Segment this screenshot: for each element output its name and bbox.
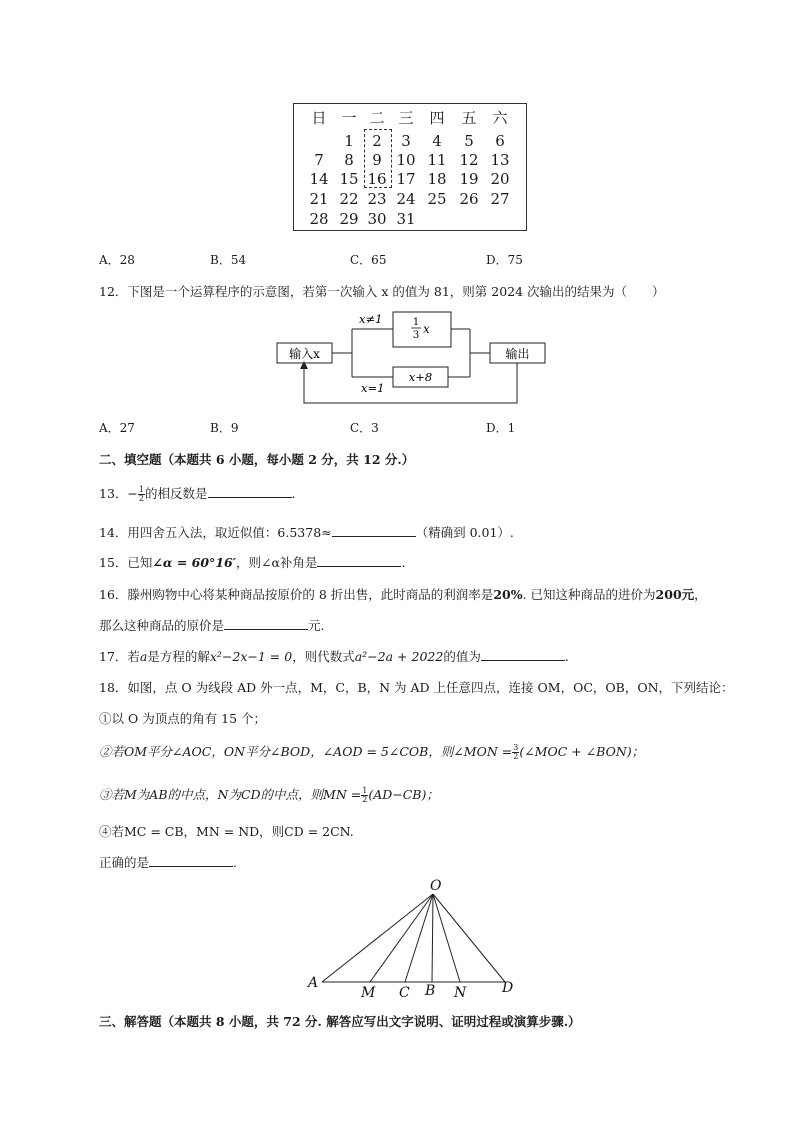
label-A: A — [308, 975, 319, 991]
flow-output-label: 输出 — [505, 347, 530, 361]
calendar-weekday: 二 — [369, 109, 385, 127]
q11-option-d: D．75 — [486, 253, 523, 267]
q17-expression: a²−2a + 2022 — [354, 649, 444, 664]
flow-op-top-var: x — [423, 322, 430, 336]
flow-cond-bottom: x=1 — [361, 381, 385, 395]
q15: 15．已知∠α = 60°16′，则∠α补角是 . — [99, 555, 406, 570]
q12-option-a: A．27 — [99, 421, 135, 435]
label-O: O — [430, 878, 442, 894]
q18-statement-1: ①以 O 为顶点的角有 15 个； — [99, 711, 267, 726]
q13-minus: − — [127, 486, 138, 501]
flow-op-top-num: 1 — [412, 317, 420, 328]
calendar-day: 1 — [344, 132, 354, 150]
q18-answer-blank[interactable] — [149, 854, 233, 867]
calendar-day: 22 — [339, 190, 359, 208]
calendar-day: 20 — [490, 170, 510, 188]
q18-statement-2: ②若OM平分∠AOC，ON平分∠BOD，∠AOD = 5∠COB，则∠MON = $\frac{3}{2}$ (∠MOC + ∠BON)； — [99, 743, 645, 761]
flow-top-op-box — [393, 312, 451, 347]
calendar-day: 10 — [396, 151, 416, 169]
q18-statement-3: ③若M为AB的中点，N为CD的中点，则MN = $\frac{1}{2}$ (AD−CB)； — [99, 786, 439, 804]
calendar-day: 26 — [459, 190, 479, 208]
calendar-day: 12 — [459, 151, 479, 169]
q16-price: 200元 — [655, 587, 695, 602]
calendar-day: 2 — [372, 132, 382, 150]
q13-num: 13． — [99, 486, 128, 501]
q18-stem: 18．如图，点 O 为线段 AD 外一点，M，C，B，N 为 AD 上任意四点，连接 OM，OC，OB，ON，下列结论： — [99, 680, 734, 695]
calendar-day: 8 — [344, 151, 354, 169]
q14-answer-blank[interactable] — [332, 524, 416, 537]
calendar-day: 29 — [339, 210, 359, 228]
ray-OC — [405, 894, 433, 982]
q18-figure — [300, 872, 530, 1002]
q14 — [99, 523, 514, 541]
calendar-day: 31 — [396, 210, 416, 228]
calendar-day: 23 — [367, 190, 387, 208]
calendar-day: 14 — [309, 170, 329, 188]
calendar-day: 21 — [309, 190, 329, 208]
flow-op-bottom: x+8 — [408, 370, 433, 384]
calendar-day: 7 — [314, 151, 324, 169]
q18-answer: 正确的是 . — [99, 855, 237, 870]
q17-answer-blank[interactable] — [481, 648, 565, 661]
calendar-day: 28 — [309, 210, 329, 228]
q16-line2: 那么这种商品的原价是 元. — [99, 618, 325, 633]
q11-option-b: B．54 — [210, 253, 247, 267]
q15-answer-blank[interactable] — [317, 554, 401, 567]
flow-op-top-den: 3 — [412, 330, 420, 341]
label-M: M — [361, 985, 376, 1001]
flow-arrow-head — [300, 361, 308, 369]
calendar-day: 9 — [372, 151, 382, 169]
calendar-weekday: 一 — [341, 109, 357, 127]
flow-input-label: 输入x — [289, 347, 320, 361]
q13-text: 的相反数是 — [144, 486, 208, 501]
q13: 13．− $\frac{1}{2}$ 的相反数是 . — [99, 485, 296, 503]
q17-equation: x²−2x−1 = 0 — [209, 649, 293, 664]
q14-text: 14．用四舍五入法，取近似值：6.5378≈ — [99, 525, 332, 540]
calendar-day: 24 — [396, 190, 416, 208]
q13-fraction: $\frac{1}{2}$ — [138, 485, 144, 503]
calendar-table — [293, 103, 527, 231]
ray-OM — [370, 894, 433, 982]
q15-angle: ∠α = 60°16′ — [152, 555, 237, 570]
q17: 17．若a是方程的解x²−2x−1 = 0，则代数式a²−2a + 2022的值为 . — [99, 649, 569, 664]
calendar-weekday: 三 — [398, 109, 414, 127]
q16-rate: 20% — [493, 587, 523, 602]
ray-OD — [433, 894, 505, 982]
calendar-day: 17 — [396, 170, 416, 188]
calendar-day: 13 — [490, 151, 510, 169]
calendar-weekday: 日 — [311, 109, 327, 127]
calendar-day: 27 — [490, 190, 510, 208]
calendar-day: 6 — [495, 132, 505, 150]
ray-ON — [433, 894, 460, 982]
calendar-day: 25 — [427, 190, 447, 208]
q16-answer-blank[interactable] — [224, 617, 308, 630]
calendar-day: 4 — [432, 132, 442, 150]
q13-answer-blank[interactable] — [208, 485, 292, 498]
calendar-weekday: 六 — [492, 109, 508, 127]
label-N: N — [454, 985, 467, 1001]
calendar-day: 19 — [459, 170, 479, 188]
calendar-day: 16 — [367, 170, 387, 188]
q12-text: 12．下图是一个运算程序的示意图，若第一次输入 x 的值为 81，则第 2024 次输出的结果为（ ） — [99, 284, 665, 299]
flow-cond-top: x≠1 — [359, 312, 383, 326]
section-3-heading: 三、解答题（本题共 8 小题，共 72 分. 解答应写出文字说明、证明过程或演算步骤.） — [99, 1014, 581, 1029]
calendar-day: 30 — [367, 210, 387, 228]
label-C: C — [399, 985, 410, 1001]
calendar-day: 3 — [401, 132, 411, 150]
calendar-day: 11 — [427, 151, 447, 169]
calendar-dashed-selection — [364, 129, 392, 188]
q16-line1: 16．滕州购物中心将某种商品按原价的 8 折出售，此时商品的利润率是20%. 已知这种商品的进价为200元， — [99, 587, 707, 602]
q11-option-a: A．28 — [99, 253, 135, 267]
q12-option-d: D．1 — [486, 421, 516, 435]
calendar-day: 18 — [427, 170, 447, 188]
q18-statement-4: ④若MC = CB，MN = ND，则CD = 2CN. — [99, 824, 354, 839]
calendar-weekday: 五 — [461, 109, 477, 127]
calendar-day: 5 — [464, 132, 474, 150]
calendar-weekday: 四 — [429, 109, 445, 127]
label-D: D — [502, 980, 514, 996]
q11-option-c: C．65 — [350, 253, 387, 267]
q12-option-c: C．3 — [350, 421, 379, 435]
flowchart — [270, 305, 560, 410]
q14-note: （精确到 0.01）. — [415, 525, 514, 540]
label-B: B — [425, 983, 436, 999]
section-2-heading: 二、填空题（本题共 6 小题，每小题 2 分，共 12 分.） — [99, 452, 415, 467]
q12-option-b: B．9 — [210, 421, 239, 435]
calendar-day: 15 — [339, 170, 359, 188]
ray-OA — [322, 894, 433, 982]
ray-OB — [432, 894, 433, 982]
